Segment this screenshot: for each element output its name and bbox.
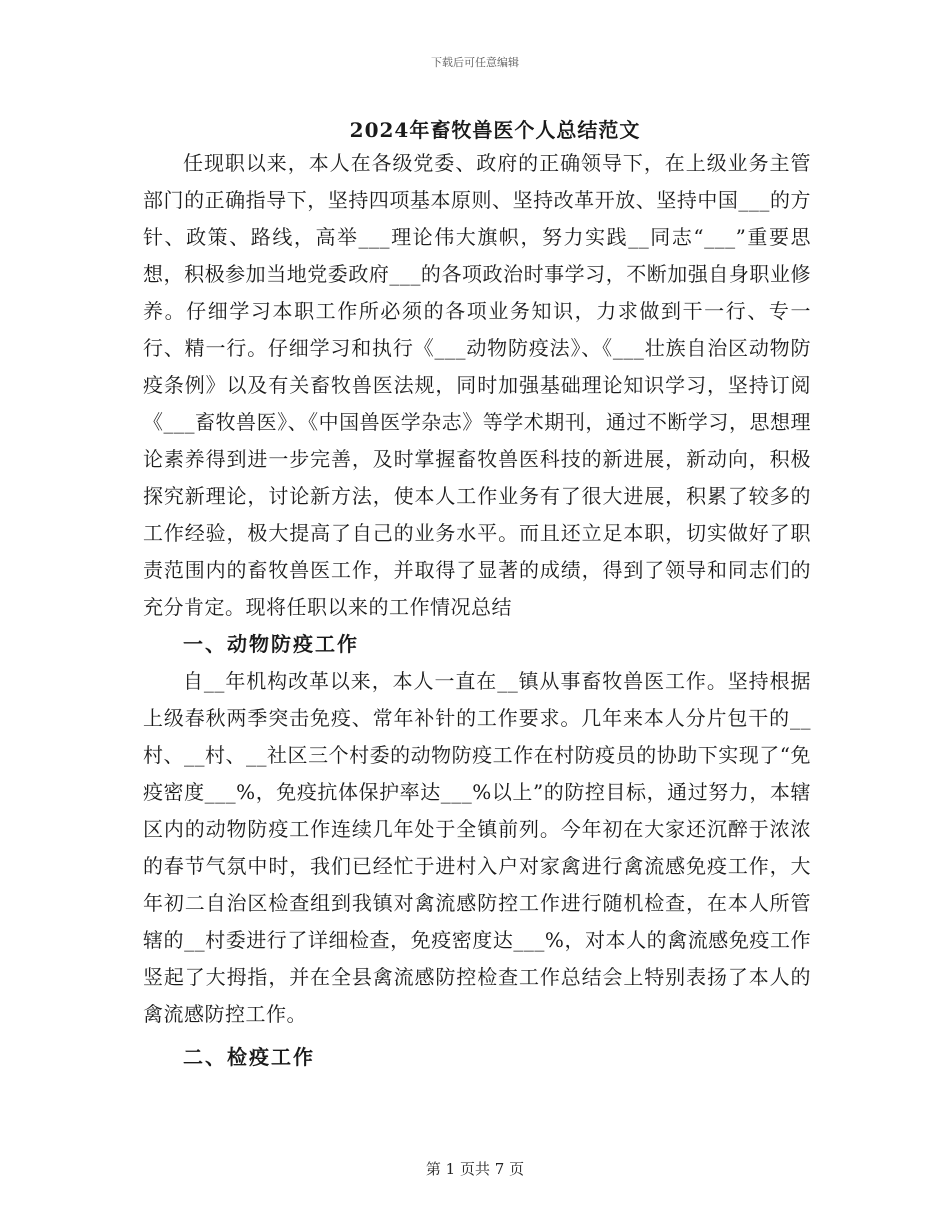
section-heading-epidemic-prevention: 一、动物防疫工作 xyxy=(183,632,359,656)
section-paragraph-epidemic-prevention: 自__年机构改革以来，本人一直在__镇从事畜牧兽医工作。坚持根据上级春秋两季突击免疫、常年补针的工作要求。几年来本人分片包干的__村、__村、__社区三个村委的动物防疫工作在村防疫员的协助下实现了“免疫密度___%，免疫抗体保护率达___%以上”的防控目标，通过努力，本辖区内的动物防疫工作连续几年处于全镇前列。今年初在大家还沉醉于浓浓的春节气氛中时，我们已经忙于进村入户对家禽进行禽流感免疫工作，大年初二自治区检查组到我镇对禽流感防控工作进行随机检查，在本人所管辖的__村委进行了详细检查，免疫密度达___%，对本人的禽流感免疫工作竖起了大拇指，并在全县禽流感防控检查工作总结会上特别表扬了本人的禽流感防控工作。 xyxy=(143,669,811,1026)
section-heading-quarantine: 二、检疫工作 xyxy=(183,1045,315,1069)
page-number: 第 1 页共 7 页 xyxy=(425,1160,525,1178)
document-title: 2024年畜牧兽医个人总结范文 xyxy=(349,118,641,142)
header-note: 下载后可任意编辑 xyxy=(431,56,519,69)
intro-paragraph: 任现职以来，本人在各级党委、政府的正确领导下，在上级业务主管部门的正确指导下，坚持四项基本原则、坚持改革开放、坚持中国___的方针、政策、路线，高举___理论伟大旗帜，努力实践__同志“___”重要思想，积极参加当地党委政府___的各项政治时事学习，不断加强自身职业修养。仔细学习本职工作所必须的各项业务知识，力求做到干一行、专一行、精一行。仔细学习和执行《___动物防疫法》、《___壮族自治区动物防疫条例》以及有关畜牧兽医法规，同时加强基础理论知识学习，坚持订阅《___畜牧兽医》、《中国兽医学杂志》等学术期刊，通过不断学习，思想理论素养得到进一步完善，及时掌握畜牧兽医科技的新进展，新动向，积极探究新理论，讨论新方法，使本人工作业务有了很大进展，积累了较多的工作经验，极大提高了自己的业务水平。而且还立足本职，切实做好了职责范围内的畜牧兽医工作，并取得了显著的成绩，得到了领导和同志们的充分肯定。现将任职以来的工作情况总结 xyxy=(143,151,811,619)
document-body xyxy=(143,145,811,1076)
